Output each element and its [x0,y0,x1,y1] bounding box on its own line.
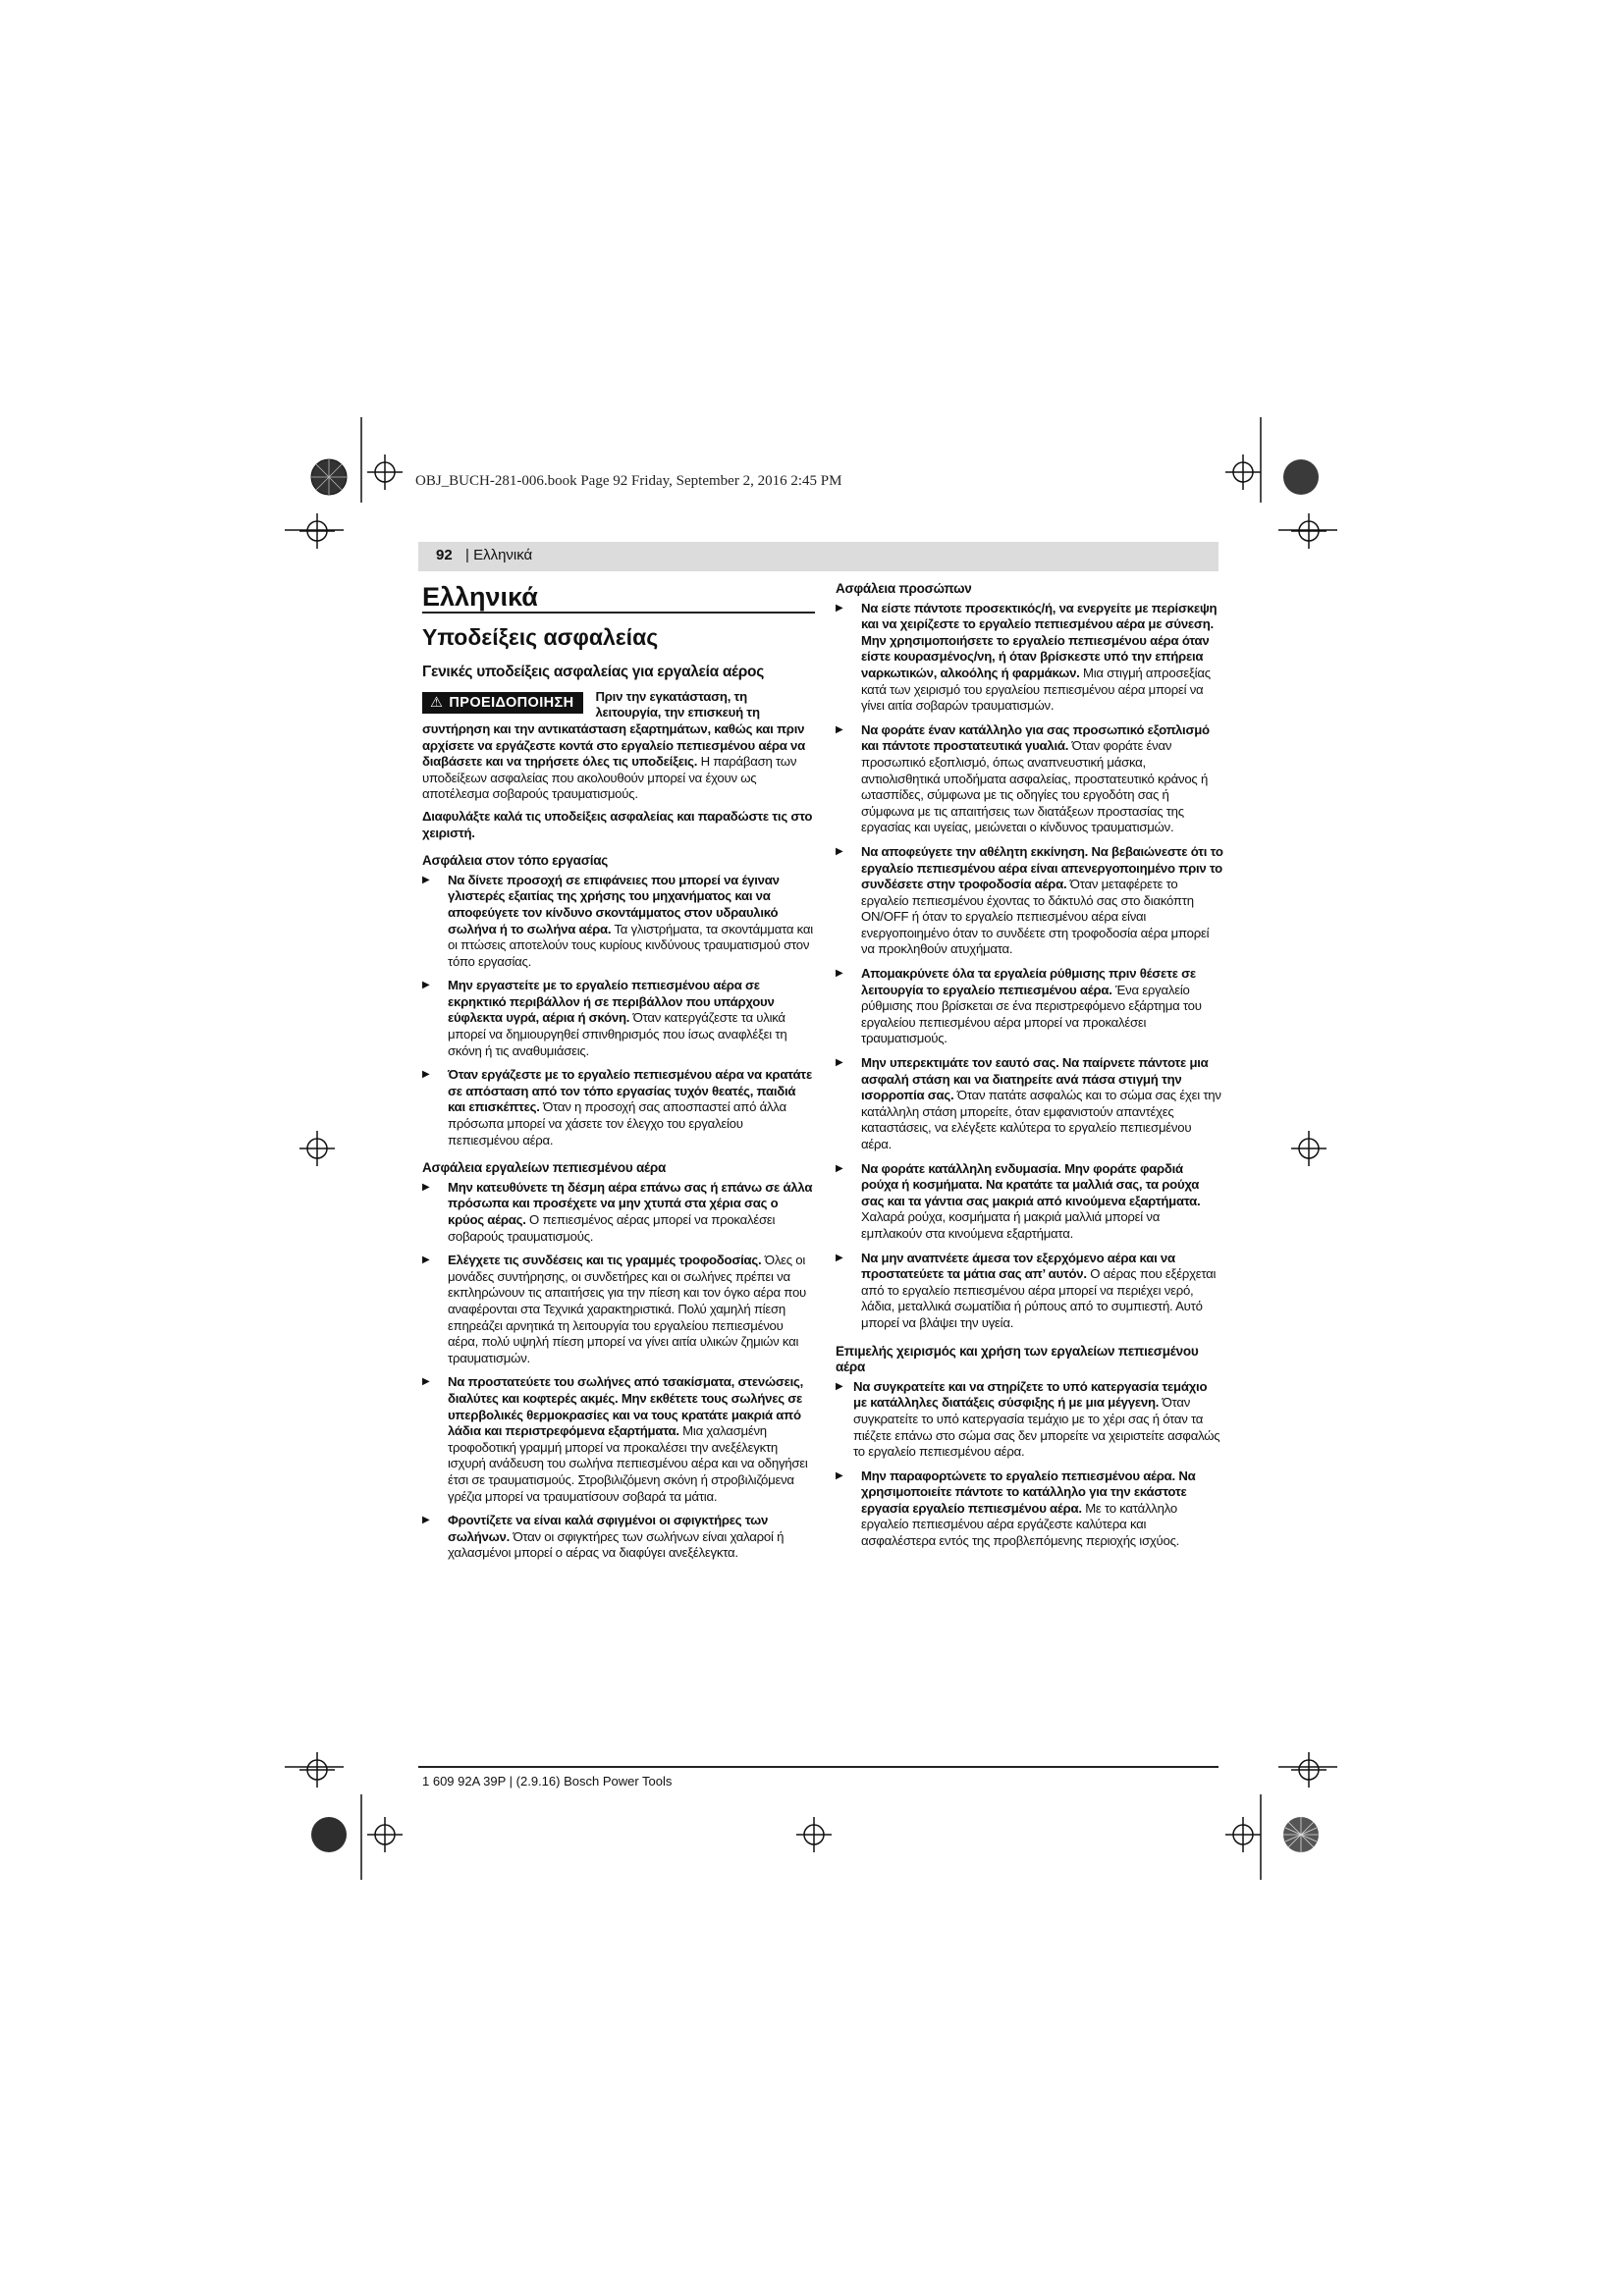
list-item [422,1253,815,1366]
registration-mark-bottom-center [796,1817,832,1852]
item-bold: Ελέγχετε τις συνδέσεις και τις γραμμές τροφοδοσίας. [448,1253,762,1268]
item-text: Τα γλιστρήματα, τα σκοντάμματα και οι πτώσεις αποτελούν τους κυρίους κινδύνους τραυματισμού στον τόπο εργασίας. [448,921,813,969]
item-bold: Μην υπερεκτιμάτε τον εαυτό σας. Να παίρνετε πάντοτε μια ασφαλή στάση και να διατηρείτε ανά πάσα στιγμή την ισορροπία σας. [861,1055,1209,1103]
registration-mark-top-right [1225,454,1261,490]
list-item [836,1055,1223,1153]
item-bold: Να αποφεύγετε την αθέλητη εκκίνηση. Να βεβαιώνεστε ότι το εργαλείο πεπιεσμένου αέρα είναι απενεργοποιημένο πριν το συνδέσετε στην τροφοδοσία αέρα. [861,843,1223,892]
personal-safety-heading: Ασφάλεια προσώπων [836,581,972,596]
file-meta-line: OBJ_BUCH-281-006.book Page 92 Friday, September 2, 2016 2:45 PM [415,473,842,489]
handling-heading: Επιμελής χειρισμός και χρήση των εργαλείων πεπιεσμένου αέρα [836,1343,1199,1375]
color-wheel-top-right [1283,459,1319,495]
item-text: Μια στιγμή απροσεξίας κατά των χειρισμό του εργαλείου πεπιεσμένου αέρα μπορεί να γίνει αιτία σοβαρών τραυματισμών. [861,665,1211,714]
list-item [836,966,1223,1047]
item-text: Όταν συγκρατείτε το υπό κατεργασία τεμάχιο με το χέρι σας ή όταν τα πιέζετε επάνω στο σώμα σας δεν μπορείτε να χειριστείτε ασφαλώς το εργαλείο πεπιεσμένου αέρα. [853,1395,1220,1460]
page-number: 92 [436,547,453,563]
registration-mark-top-left [367,454,403,490]
intro-bold: Πριν την εγκατάσταση, τη λειτουργία, την επισκευή τη συντήρηση και την αντικατάσταση εξαρτημάτων, καθώς και πριν αρχίσετε να εργάζεστε κοντά στο εργαλείο πεπιεσμένου αέρα να διαβάσετε και να τηρήσετε όλες τις υποδείξεις. [422,688,805,770]
item-text: Χαλαρά ρούχα, κοσμήματα ή μακριά μαλλιά μπορεί να εμπλακούν στα κινούμενα εξαρτήματα. [861,1209,1161,1241]
item-bold: Να φοράτε κατάλληλη ενδυμασία. Μην φοράτε φαρδιά ρούχα ή κοσμήματα. Να κρατάτε τα μαλλιά σας, τα ρούχα σας και τα γάντια σας μακριά από κινούμενα εξαρτήματα. [861,1160,1201,1208]
item-bold: Όταν εργάζεστε με το εργαλείο πεπιεσμένου αέρα να κρατάτε σε απόσταση από τον τόπο εργασίας τυχόν θεατές, παιδιά και επισκέπτες. [448,1067,812,1115]
item-text: Μια χαλασμένη τροφοδοτική γραμμή μπορεί να προκαλέσει την ανεξέλεγκτη ισχυρή ανάδευση του σωλήνα πεπιεσμένου αέρα και να οδηγήσει έτσι σε τραυματισμούς. Στροβιλιζόμενη σκόνη ή στροβιλιζόμενα γρέζια μπορεί να τραυματίσουν σοβαρά τα μάτια. [448,1423,808,1504]
registration-mark-right-middle [1291,1131,1326,1166]
color-wheel-bottom-right [1283,1817,1319,1852]
list-item [836,1379,1223,1461]
item-text: Όλες οι μονάδες συντήρησης, οι συνδετήρες και οι σωλήνες πρέπει να εκπληρώνουν τις απαιτήσεις για την πίεση και τον όγκο αέρα που αναφέρονται στα Τεχνικά χαρακτηριστικά. Πολύ χαμηλή πίεση επηρεάζει αρνητικά τη λειτουργία του εργαλείου πεπιεσμένου αέρα, πολύ υψηλή πίεση μπορεί να γίνει αιτία υλικών ζημιών και τραυματισμών. [448,1253,806,1365]
item-text: Όταν μεταφέρετε το εργαλείο πεπιεσμένου έχοντας το δάκτυλό σας στο διακόπτη ON/OFF ή όταν το εργαλείο πεπιεσμένου αέρα είναι ενεργοποιημένο όταν το συνδέετε στη τροφοδοσία αέρα μπορεί να προκληθούν ατυχήματα. [861,877,1210,957]
item-bold: Να είστε πάντοτε προσεκτικός/ή, να ενεργείτε με περίσκεψη και να χειρίζεστε το εργαλείο πεπιεσμένου αέρα με σύνεση. Μην χρησιμοποιήσετε το εργαλείο πεπιεσμένου αέρα όταν είστε κουρασμένος/νη, ή όταν βρίσκεστε υπό την επήρεια ναρκωτικών, αλκοόλης ή φαρμάκων. [861,600,1218,680]
item-text: Ένα εργαλείο ρύθμισης που βρίσκεται σε ένα περιστρεφόμενο εξάρτημα του εργαλείου πεπιεσμένου αέρα μπορεί να προκαλέσει τραυματισμούς. [861,982,1202,1046]
item-bold: Μην εργαστείτε με το εργαλείο πεπιεσμένου αέρα σε εκρηκτικό περιβάλλον ή σε περιβάλλον που υπάρχουν εύφλεκτα υγρά, αέρια ή σκόνη. [448,978,775,1026]
item-bold: Μην παραφορτώνετε το εργαλείο πεπιεσμένου αέρα. Να χρησιμοποιείτε πάντοτε το κατάλληλο για την εκάστοτε εργασία εργαλείο πεπιεσμένου αέρα. [861,1468,1196,1516]
page-footer: 1 609 92A 39P | (2.9.16) Bosch Power Tools [422,1774,673,1789]
registration-mark-left-bottom [299,1752,335,1788]
list-item [836,1251,1223,1332]
general-heading: Γενικές υποδείξεις ασφαλείας για εργαλεία αέρος [422,664,764,681]
list-item [836,1468,1223,1550]
workplace-heading: Ασφάλεια στον τόπο εργασίας [422,853,609,869]
registration-mark-left-top [299,513,335,549]
item-bold: Να προστατεύετε του σωλήνες από τσακίσματα, στενώσεις, διαλύτες και κοφτερές ακμές. Μην εκθέτετε τους σωλήνες σε υπερβολικές θερμοκρασίες και να τους κρατάτε μακριά από λάδια και περιστρεφόμενα εξαρτήματα. [448,1374,804,1439]
intro-normal: Η παράβαση των υποδείξεων ασφαλείας που ακολουθούν μπορεί να έχουν ως αποτέλεσμα σοβαρούς τραυματισμούς. [422,754,797,802]
registration-mark-left-middle [299,1131,335,1166]
warning-label: ΠΡΟΕΙΔΟΠΟΙΗΣΗ [449,694,574,711]
airtools-heading: Ασφάλεια εργαλείων πεπιεσμένου αέρα [422,1160,667,1176]
item-bold: Φροντίζετε να είναι καλά σφιγμένοι οι σφιγκτήρες των σωλήνων. [448,1513,769,1544]
registration-mark-right-top [1291,513,1326,549]
footer-rule [418,1766,1218,1768]
warning-paragraph [422,689,815,803]
list-item [422,1180,815,1245]
right-column [836,581,1223,1558]
list-item [836,601,1223,715]
item-text: Όταν φοράτε έναν προσωπικό εξοπλισμό, όπως αναπνευστική μάσκα, αντιολισθητικά υποδήματα ασφαλείας, προστατευτικό κράνος ή ωτασπίδες, σύμφωνα με τις οδηγίες του εργοδότη σας ή σύμφωνα με τις απαιτήσεις των διατάξεων προστασίας της εργασίας και υγείας, μειώνεται ο κίνδυνος τραυματισμών. [861,738,1209,835]
item-text: Με το κατάλληλο εργαλείο πεπιεσμένου αέρα εργάζεστε καλύτερα και ασφαλέστερα εντός της προβλεπόμενης περιοχής ισχύος. [861,1500,1180,1549]
page-header-bar [418,542,1218,571]
list-item [422,1067,815,1148]
list-item [836,844,1223,958]
list-item [422,1374,815,1505]
warning-badge [422,692,583,715]
item-bold: Να δίνετε προσοχή σε επιφάνειες που μπορεί να έγιναν γλιστερές εξαιτίας της χρήσης του μηχανήματος και να αποφεύγετε τον κίνδυνο σκοντάμματος στον υδραυλικό σωλήνα ή το σωλήνα αέρα. [448,872,780,936]
item-bold: Να μην αναπνέετε άμεσα τον εξερχόμενο αέρα και να προστατεύετε τα μάτια σας απ’ αυτόν. [861,1250,1175,1282]
registration-mark-right-bottom [1291,1752,1326,1788]
list-item [422,978,815,1059]
left-column [422,582,815,1570]
registration-mark-bottom-left [367,1817,403,1852]
item-text: Όταν η προσοχή σας αποσπαστεί από άλλα πρόσωπα μπορεί να χάσετε τον έλεγχο του εργαλείου πεπιεσμένου αέρα. [448,1099,786,1148]
item-text: Όταν κατεργάζεστε τα υλικά μπορεί να δημιουργηθεί σπινθηρισμός που ίσως αναφλέξει τη σκόνη ή τις αναθυμιάσεις. [448,1010,787,1058]
list-item [422,873,815,971]
list-item [422,1513,815,1562]
list-item [836,1161,1223,1243]
item-bold: Να συγκρατείτε και να στηρίζετε το υπό κατεργασία τεμάχιο με κατάλληλες διατάξεις σύσφιξης ή με μια μέγγενη. [853,1378,1208,1411]
warning-icon: ⚠ [430,694,444,711]
item-bold: Απομακρύνετε όλα τα εργαλεία ρύθμισης πριν θέσετε σε λειτουργία το εργαλείο πεπιεσμένου αέρα. [861,966,1196,997]
item-text: Ο αέρας που εξέρχεται από το εργαλείο πεπιεσμένου αέρα μπορεί να περιέχει νερό, λάδια, μεταλλικά σωματίδια ή ρύπους από το συμπιεστή. Αυτό μπορεί να βλάψει την υγεία. [861,1266,1217,1330]
list-item [836,722,1223,836]
header-section: | Ελληνικά [465,547,533,563]
item-bold: Μην κατευθύνετε τη δέσμη αέρα επάνω σας ή επάνω σε άλλα πρόσωπα και προσέχετε να μην χτυπά στα χέρια σας ο κρύος αέρας. [448,1179,813,1227]
item-text: Όταν οι σφιγκτήρες των σωλήνων είναι χαλαροί ή χαλασμένοι μπορεί ο αέρας να διαφύγει ανεξέλεγκτα. [448,1528,785,1561]
section-title: Υποδείξεις ασφαλείας [422,623,659,650]
page-title: Ελληνικά [422,589,815,614]
registration-mark-bottom-right [1225,1817,1261,1852]
item-text: Όταν πατάτε ασφαλώς και το σώμα σας έχει την κατάλληλη στάση μπορείτε, όταν εμφανιστούν απαντέχες καταστάσεις, να ελέγξετε καλύτερα το εργαλείο πεπιεσμένου αέρα. [861,1088,1221,1151]
item-text: Ο πεπιεσμένος αέρας μπορεί να προκαλέσει σοβαρούς τραυματισμούς. [448,1212,776,1244]
keep-instructions: Διαφυλάξτε καλά τις υποδείξεις ασφαλείας και παραδώστε τις στο χειριστή. [422,808,813,840]
color-wheel-top-left [311,459,347,495]
item-bold: Να φοράτε έναν κατάλληλο για σας προσωπικό εξοπλισμό και πάντοτε προστατευτικά γυαλιά. [861,721,1210,754]
color-wheel-bottom-left [311,1817,347,1852]
